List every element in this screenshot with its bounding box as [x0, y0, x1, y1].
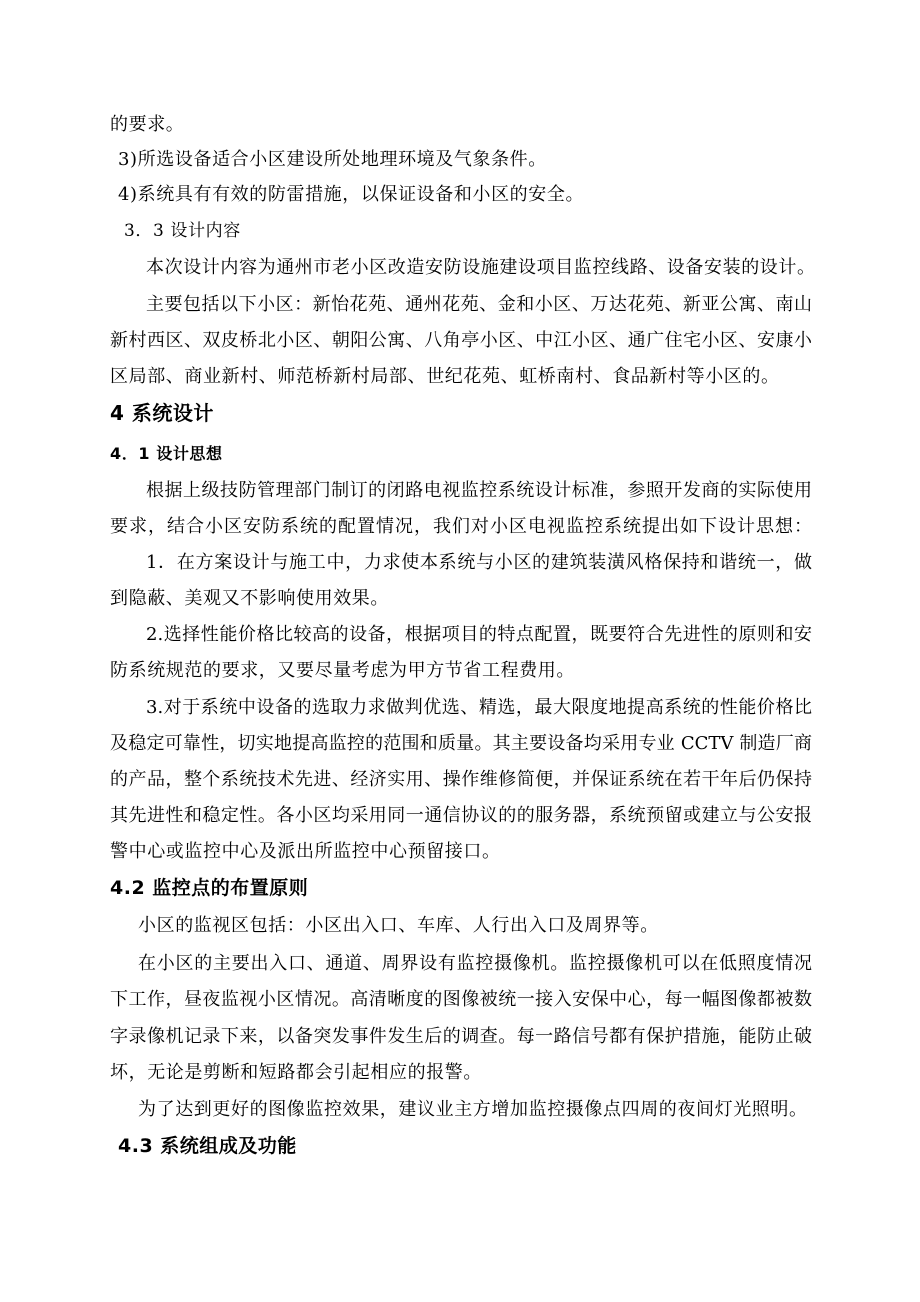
- design-point-3: 3.对于系统中设备的选取力求做判优选、精选，最大限度地提高系统的性能价格比: [146, 697, 812, 718]
- section-heading-4-3: 4.3 系统组成及功能: [118, 1135, 297, 1157]
- design-point-2: 2.选择性能价格比较高的设备，根据项目的特点配置，既要符合先进性的原则和安: [146, 624, 812, 645]
- paragraph-line: 到隐蔽、美观又不影响使用效果。: [110, 588, 389, 609]
- paragraph-line: 其先进性和稳定性。各小区均采用同一通信协议的的服务器，系统预留或建立与公安报: [110, 805, 812, 826]
- requirement-item-4: 4)系统具有有效的防雷措施，以保证设备和小区的安全。: [118, 184, 585, 205]
- chapter-heading-4: 4 系统设计: [110, 401, 214, 425]
- paragraph-line: 区局部、商业新村、师范桥新村局部、世纪花苑、虹桥南村、食品新村等小区的。: [110, 366, 780, 387]
- paragraph-line: 要求，结合小区安防系统的配置情况，我们对小区电视监控系统提出如下设计思想：: [110, 516, 812, 537]
- paragraph-line: 警中心或监控中心及派出所监控中心预留接口。: [110, 841, 501, 862]
- paragraph-line: 防系统规范的要求，又要尽量考虑为甲方节省工程费用。: [110, 660, 575, 681]
- design-point-1: 1．在方案设计与施工中，力求使本系统与小区的建筑装潢风格保持和谐统一，做: [146, 552, 812, 573]
- section-heading-4-1: 4．1 设计思想: [110, 444, 223, 463]
- paragraph-line: 小区的监视区包括：小区出入口、车库、人行出入口及周界等。: [138, 915, 659, 936]
- paragraph-line: 坏，无论是剪断和短路都会引起相应的报警。: [110, 1062, 482, 1083]
- paragraph-line: 字录像机记录下来，以备突发事件发生后的调查。每一路信号都有保护措施，能防止破: [110, 1026, 812, 1047]
- paragraph-line: 在小区的主要出入口、通道、周界设有监控摄像机。监控摄像机可以在低照度情况: [138, 953, 812, 974]
- paragraph-line: 主要包括以下小区：新怡花苑、通州花苑、金和小区、万达花苑、新亚公寓、南山: [146, 294, 812, 315]
- paragraph-line: 的产品，整个系统技术先进、经济实用、操作维修简便，并保证系统在若干年后仍保持: [110, 769, 812, 790]
- paragraph-line: 及稳定可靠性，切实地提高监控的范围和质量。其主要设备均采用专业 CCTV 制造厂商: [110, 733, 812, 754]
- paragraph-line: 下工作，昼夜监视小区情况。高清晰度的图像被统一接入安保中心，每一幅图像都被数: [110, 989, 812, 1010]
- paragraph-line: 的要求。: [110, 114, 185, 135]
- section-heading-3-3: 3．3 设计内容: [124, 221, 241, 241]
- section-heading-4-2: 4.2 监控点的布置原则: [110, 877, 309, 899]
- requirement-item-3: 3)所选设备适合小区建设所处地理环境及气象条件。: [118, 149, 547, 170]
- paragraph-line: 为了达到更好的图像监控效果，建议业主方增加监控摄像点四周的夜间灯光照明。: [138, 1099, 808, 1120]
- paragraph-line: 根据上级技防管理部门制订的闭路电视监控系统设计标准，参照开发商的实际使用: [146, 480, 812, 501]
- paragraph-line: 新村西区、双皮桥北小区、朝阳公寓、八角亭小区、中江小区、通广住宅小区、安康小: [110, 330, 812, 351]
- paragraph-line: 本次设计内容为通州市老小区改造安防设施建设项目监控线路、设备安装的设计。: [146, 257, 816, 278]
